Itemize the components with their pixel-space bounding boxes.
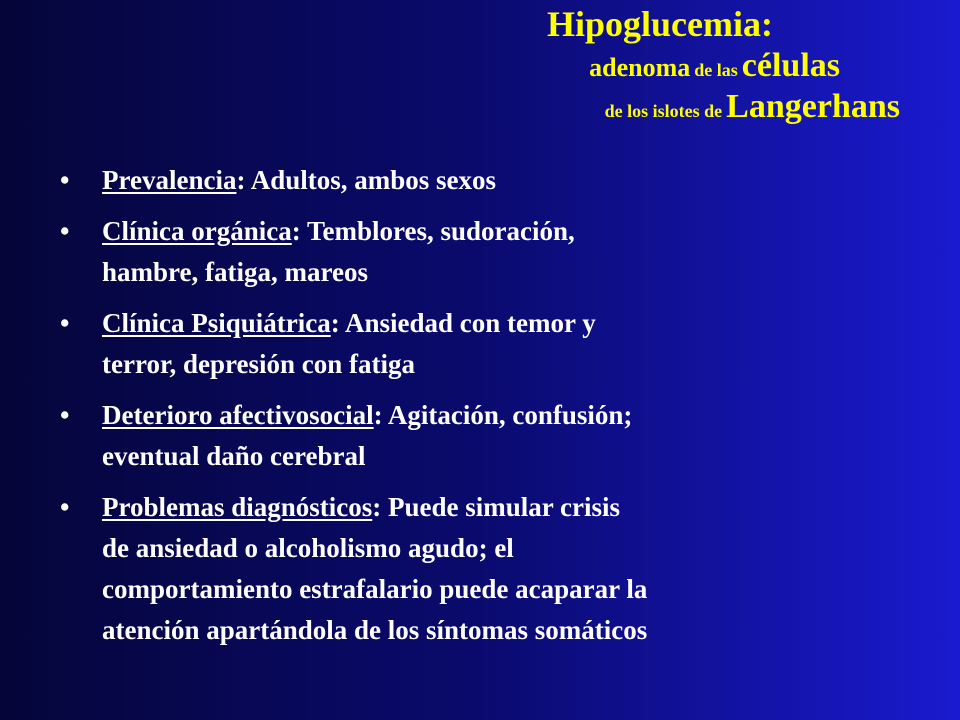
slide-title	[420, 6, 900, 125]
title-word-de-las: de las	[694, 59, 738, 80]
bullet-icon: •	[60, 400, 70, 430]
title-main: Hipoglucemia:	[547, 4, 773, 44]
item-term: Clínica orgánica	[102, 216, 292, 246]
item-term: Clínica Psiquiátrica	[102, 308, 331, 338]
item-text: : Ansiedad con temor y	[330, 308, 596, 338]
list-item	[60, 160, 880, 201]
list-item	[60, 211, 880, 293]
item-text-continued: comportamiento estrafalario puede acaparar la	[102, 574, 648, 604]
title-word-adenoma: adenoma	[589, 52, 691, 82]
title-word-celulas: células	[741, 46, 840, 84]
title-subtitle-line2	[420, 89, 900, 125]
item-text-continued: terror, depresión con fatiga	[102, 349, 415, 379]
item-text-continued: hambre, fatiga, mareos	[102, 257, 368, 287]
item-term: Prevalencia	[102, 165, 237, 195]
item-text-continued: de ansiedad o alcoholismo agudo; el	[102, 533, 514, 563]
item-text: : Puede simular crisis	[372, 492, 620, 522]
list-item	[60, 487, 880, 651]
item-text: : Temblores, sudoración,	[291, 216, 575, 246]
item-text: : Adultos, ambos sexos	[236, 165, 497, 195]
item-text-continued: eventual daño cerebral	[102, 441, 366, 471]
bullet-icon: •	[60, 492, 70, 522]
title-subtitle-line1	[420, 48, 900, 84]
bullet-icon: •	[60, 216, 70, 246]
bullet-list	[60, 160, 880, 661]
item-text: : Agitación, confusión;	[373, 400, 633, 430]
title-word-langerhans: Langerhans	[726, 88, 900, 126]
list-item	[60, 395, 880, 477]
bullet-icon: •	[60, 165, 70, 195]
list-item	[60, 303, 880, 385]
item-term: Problemas diagnósticos	[102, 492, 373, 522]
item-text-continued: atención apartándola de los síntomas somáticos	[102, 615, 648, 645]
bullet-icon: •	[60, 308, 70, 338]
item-term: Deterioro afectivosocial	[102, 400, 374, 430]
title-words-de-los-islotes: de los islotes de	[604, 101, 723, 122]
